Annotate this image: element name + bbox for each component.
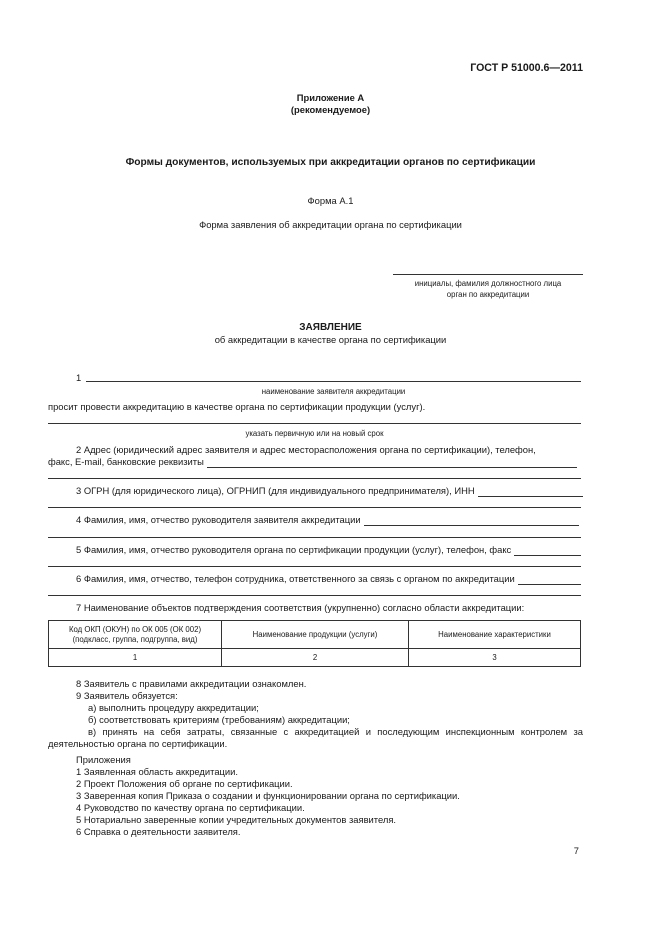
attachment-item: 6 Справка о деятельности заявителя. — [76, 826, 241, 837]
request-text: просит провести аккредитацию в качестве органа по сертификации продукции (услуг). — [48, 401, 426, 412]
item5-label: 5 Фамилия, имя, отчество руководителя органа по сертификации продукции (услуг), телефон, факс — [76, 544, 512, 555]
request-caption: указать первичную или на новый срок — [245, 429, 384, 438]
page-number: 7 — [573, 845, 579, 856]
item5-row — [76, 544, 581, 556]
declaration-item8: 8 Заявитель с правилами аккредитации ознакомлен. — [76, 678, 307, 689]
attachment-item: 4 Руководство по качеству органа по сертификации. — [76, 802, 305, 813]
table-header-row — [49, 621, 581, 649]
signature-line[interactable] — [393, 274, 583, 275]
form-title: Форма заявления об аккредитации органа по сертификации — [199, 219, 462, 230]
section-title: Формы документов, используемых при аккредитации органов по сертификации — [125, 157, 536, 168]
signature-caption-official: инициалы, фамилия должностного лица — [414, 279, 562, 288]
form-number: Форма А.1 — [307, 195, 354, 206]
declaration-b: б) соответствовать критериям (требованиям) аккредитации; — [88, 714, 350, 725]
item1-caption: наименование заявителя аккредитации — [261, 387, 406, 396]
item6-field-extra[interactable] — [48, 595, 581, 596]
item2-line1: 2 Адрес (юридический адрес заявителя и адрес месторасположения органа по сертификации), телефон, — [76, 444, 536, 455]
appendix-title: Приложение А — [296, 92, 365, 103]
item7-label: 7 Наименование объектов подтверждения соответствия (укрупненно) согласно области аккредитации: — [76, 602, 525, 613]
table-header-characteristic: Наименование характеристики — [409, 621, 581, 649]
declaration-item9: 9 Заявитель обязуется: — [76, 690, 178, 701]
standard-number: ГОСТ Р 51000.6—2011 — [470, 62, 583, 74]
item4-row — [76, 514, 579, 526]
item2-line2: факс, E-mail, банковские реквизиты — [48, 456, 204, 467]
item4-field-extra[interactable] — [48, 537, 581, 538]
item3-field[interactable] — [478, 487, 583, 497]
signature-caption-organ: орган по аккредитации — [446, 290, 530, 299]
item4-label: 4 Фамилия, имя, отчество руководителя заявителя аккредитации — [76, 514, 361, 525]
attachment-item: 5 Нотариально заверенные копии учредительных документов заявителя. — [76, 814, 397, 825]
declaration-a: а) выполнить процедуру аккредитации; — [88, 702, 259, 713]
table-header-product: Наименование продукции (услуги) — [222, 621, 409, 649]
item2-field[interactable] — [207, 458, 577, 468]
table-cell-num3[interactable]: 3 — [409, 649, 581, 667]
table-row — [49, 649, 581, 667]
item5-field-extra[interactable] — [48, 566, 581, 567]
item3-field-extra[interactable] — [48, 507, 581, 508]
item5-field[interactable] — [514, 546, 581, 556]
item6-row — [76, 573, 581, 585]
item2-field-extra[interactable] — [48, 478, 581, 479]
attachment-item: 3 Заверенная копия Приказа о создании и функционировании органа по сертификации. — [76, 790, 460, 801]
statement-subtitle: об аккредитации в качестве органа по сертификации — [214, 334, 447, 345]
declaration-c: в) принять на себя затраты, связанные с аккредитацией и последующим инспекционным контролем за деятельностью органа по сертификации. — [48, 726, 583, 749]
attachment-item: 1 Заявленная область аккредитации. — [76, 766, 238, 777]
item4-field[interactable] — [364, 516, 579, 526]
item3-label: 3 ОГРН (для юридического лица), ОГРНИП (для индивидуального предпринимателя), ИНН — [76, 485, 475, 496]
item6-label: 6 Фамилия, имя, отчество, телефон сотрудника, ответственного за связь с органом по аккредитации — [76, 573, 515, 584]
appendix-note: (рекомендуемое) — [290, 104, 371, 115]
item6-field[interactable] — [518, 575, 581, 585]
table-cell-num2[interactable]: 2 — [222, 649, 409, 667]
item2-row — [48, 456, 583, 468]
item3-row — [76, 485, 583, 497]
item1-applicant-field[interactable] — [86, 381, 581, 382]
accreditation-scope-table — [48, 620, 581, 667]
attachments-title: Приложения — [76, 754, 131, 765]
statement-title: ЗАЯВЛЕНИЕ — [299, 322, 362, 333]
attachment-item: 2 Проект Положения об органе по сертификации. — [76, 778, 293, 789]
table-cell-num1[interactable]: 1 — [49, 649, 222, 667]
item1-number: 1 — [76, 372, 82, 383]
request-term-field[interactable] — [48, 423, 581, 424]
table-header-code: Код ОКП (ОКУН) по ОК 005 (ОК 002) (подкласс, группа, подгруппа, вид) — [49, 621, 222, 649]
